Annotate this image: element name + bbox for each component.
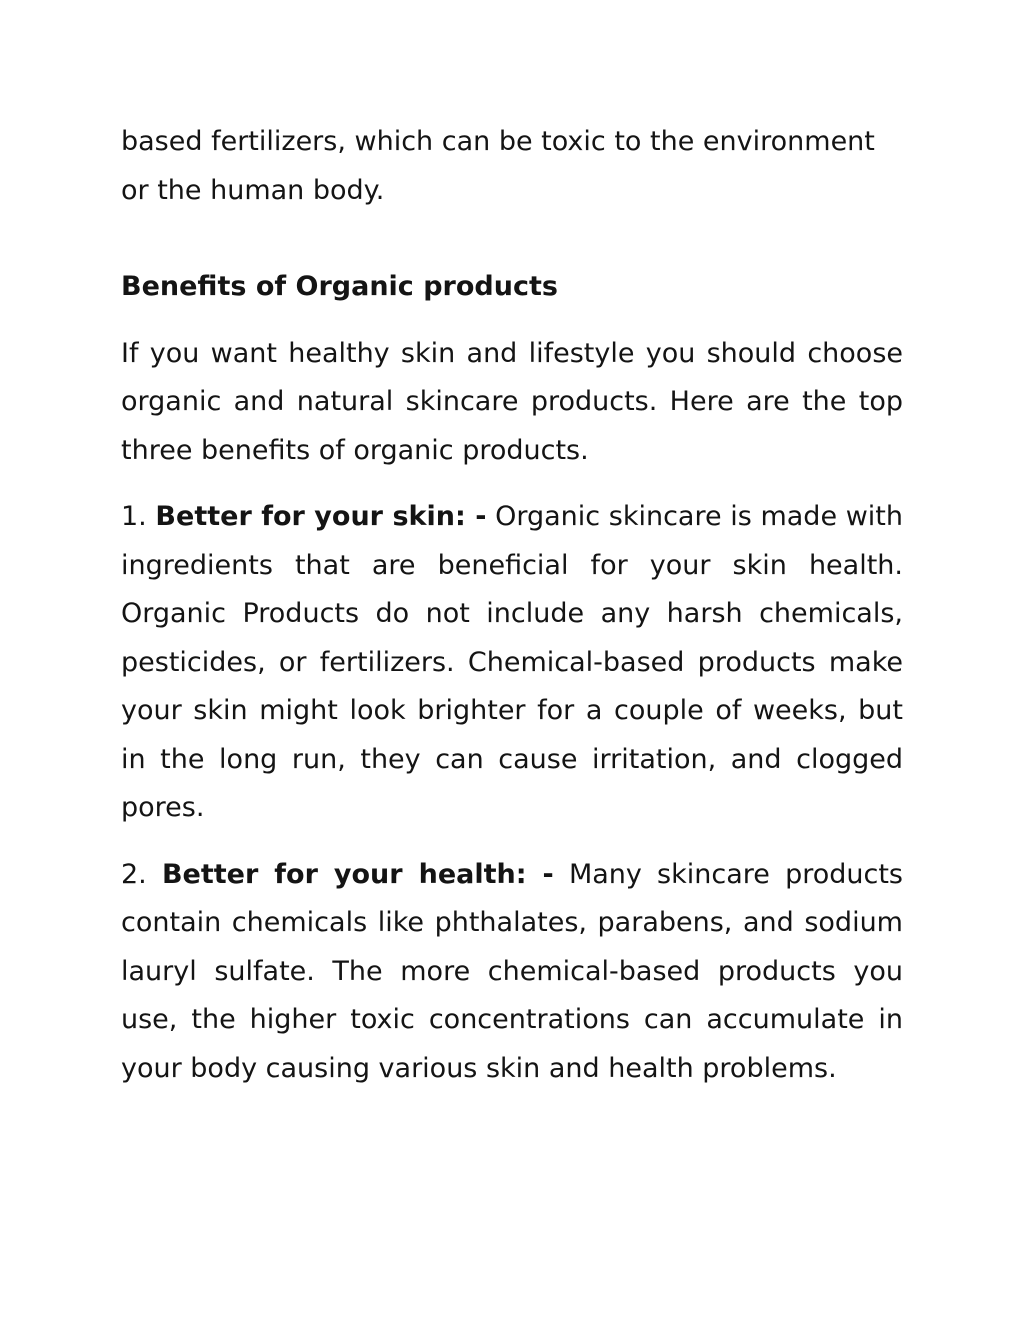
section-heading: Benefits of Organic products [121, 271, 558, 302]
intro-paragraph: based fertilizers, which can be toxic to the environment or the human body. [121, 126, 875, 206]
section-intro-paragraph: If you want healthy skin and lifestyle you should choose organic and natural skincare products. Here are the top three benefits of organic products. [121, 337, 903, 466]
benefit-paragraph-2 [121, 851, 903, 1094]
document-body [121, 118, 903, 1111]
benefit-number: 1. [121, 501, 147, 532]
benefit-body: Organic skincare is made with ingredients that are beneficial for your skin health. Organic Products do not include any harsh chemicals, pesticides, or fertilizers. Chemical-based products make your skin might look brighter for a couple of weeks, but in the long run, they can cause irritation, and clogged pores. [121, 501, 903, 823]
benefit-title: Better for your health: - [161, 858, 554, 890]
benefit-number: 2. [121, 858, 147, 890]
benefit-body: Many skincare products contain chemicals like phthalates, parabens, and sodium lauryl sulfate. The more chemical-based products you use, the higher toxic concentrations can accumulate in your body causing various skin and health problems. [121, 858, 903, 1084]
benefit-title: Better for your skin: - [155, 501, 487, 532]
benefit-paragraph-1 [121, 493, 903, 833]
